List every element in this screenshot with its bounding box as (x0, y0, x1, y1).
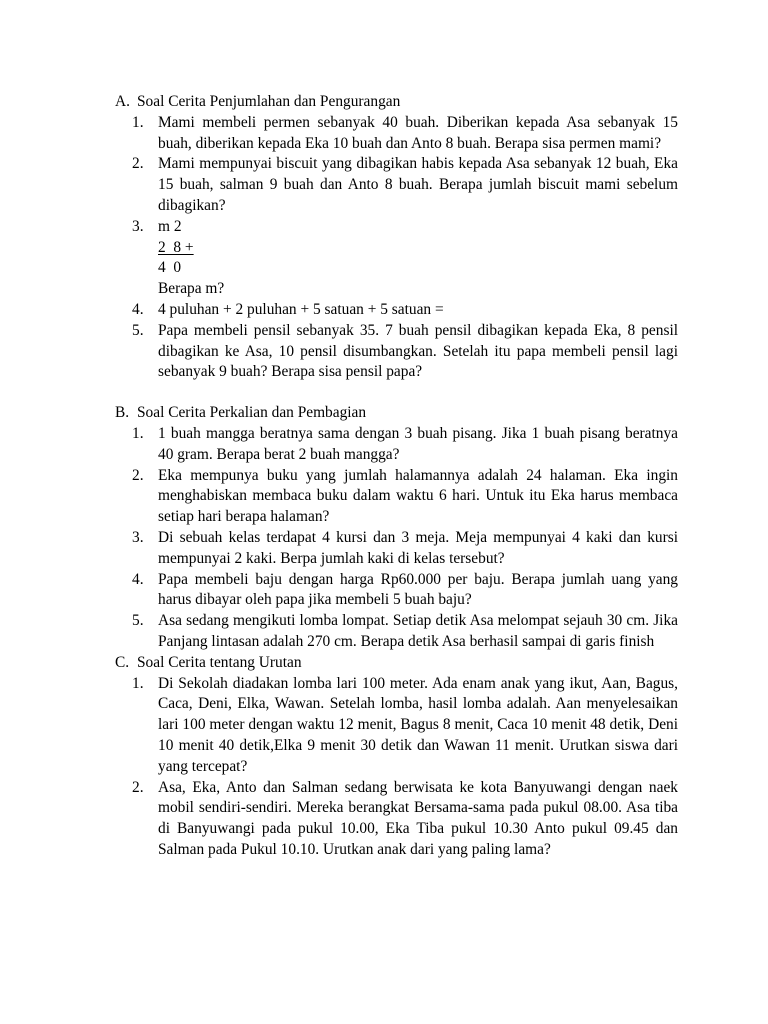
question-item (115, 424, 678, 466)
section-title: Soal Cerita tentang Urutan (137, 653, 302, 671)
section-c (115, 653, 678, 861)
question-item (115, 528, 678, 570)
question-number: 2. (132, 778, 144, 796)
question-text: Mami mempunyai biscuit yang dibagikan habis kepada Asa sebanyak 12 buah, Eka 15 buah, salman 9 buah dan Anto 8 buah. Berapa jumlah biscuit mami sebelum dibagikan? (158, 155, 678, 214)
question-text: Di Sekolah diadakan lomba lari 100 meter. Ada enam anak yang ikut, Aan, Bagus, Caca, Deni, Elka, Wawan. Setelah lomba, hasil lomba adalah. Aan menyelesaikan lari 100 meter dengan waktu 12 menit, Bagus 8 menit, Caca 10 menit 48 detik, Deni 10 menit 40 detik,Elka 9 menit 30 detik dan Wawan 11 menit. Urutkan siswa dari yang tercepat? (158, 674, 678, 775)
section-letter: B. (115, 404, 130, 422)
question-item (115, 570, 678, 612)
question-item (115, 778, 678, 861)
question-item (115, 466, 678, 528)
question-number: 5. (132, 612, 144, 630)
question-number: 2. (132, 155, 144, 173)
question-item (115, 300, 678, 321)
question-item (115, 321, 678, 383)
question-text: Papa membeli baju dengan harga Rp60.000 per baju. Berapa jumlah uang yang harus dibayar oleh papa jika membeli 5 buah baju? (158, 570, 678, 609)
question-text: 4 puluhan + 2 puluhan + 5 satuan + 5 satuan = (158, 300, 444, 318)
section-b (115, 403, 678, 653)
question-text: Berapa m? (158, 280, 225, 298)
question-text: 1 buah mangga beratnya sama dengan 3 buah pisang. Jika 1 buah pisang beratnya 40 gram. Berapa berat 2 buah mangga? (158, 424, 678, 463)
section-spacer (115, 383, 678, 403)
question-number: 1. (132, 674, 144, 692)
question-number: 1. (132, 113, 144, 131)
addition-row-1: m 2 (158, 217, 182, 235)
addition-result: 4 0 (158, 259, 182, 277)
question-text: Eka mempunya buku yang jumlah halamannya adalah 24 halaman. Eka ingin menghabiskan membaca buku dalam waktu 6 hari. Untuk itu Eka harus membaca setiap hari berapa halaman? (158, 466, 678, 526)
question-text: Mami membeli permen sebanyak 40 buah. Diberikan kepada Asa sebanyak 15 buah, diberikan kepada Eka 10 buah dan Anto 8 buah. Berapa sisa permen mami? (158, 113, 678, 152)
question-item (115, 674, 678, 778)
worksheet (115, 92, 678, 861)
question-text: Asa, Eka, Anto dan Salman sedang berwisata ke kota Banyuwangi dengan naek mobil sendiri-sendiri. Mereka berangkat Bersama-sama pada pukul 08.00. Asa tiba di Banyuwangi pada pukul 10.00, Eka Tiba pukul 10.30 Anto pukul 09.45 dan Salman pada Pukul 10.10. Urutkan anak dari yang paling lama? (158, 778, 678, 858)
question-number: 2. (132, 466, 144, 484)
question-item (115, 154, 678, 216)
question-number: 5. (132, 321, 144, 339)
question-number: 3. (132, 217, 144, 235)
section-letter: A. (115, 93, 130, 110)
addition-row-2 (158, 238, 678, 259)
addition-addend: 2 8 + (158, 238, 194, 256)
section-title: Soal Cerita Penjumlahan dan Pengurangan (137, 93, 401, 110)
section-a (115, 92, 678, 383)
question-list (115, 424, 678, 653)
section-letter: C. (115, 653, 130, 671)
question-number: 1. (132, 424, 144, 442)
question-number: 4. (132, 570, 144, 588)
question-item (115, 217, 678, 300)
question-item (115, 113, 678, 155)
question-list (115, 674, 678, 861)
question-number: 3. (132, 528, 144, 546)
section-title: Soal Cerita Perkalian dan Pembagian (137, 404, 367, 422)
question-list (115, 113, 678, 383)
question-text: Di sebuah kelas terdapat 4 kursi dan 3 meja. Meja mempunyai 4 kaki dan kursi mempunyai 2 kaki. Berpa jumlah kaki di kelas tersebut? (158, 528, 678, 567)
question-text: Papa membeli pensil sebanyak 35. 7 buah pensil dibagikan kepada Eka, 8 pensil dibagikan ke Asa, 10 pensil disumbangkan. Setelah itu papa membeli pensil lagi sebanyak 9 buah? Berapa sisa pensil papa? (158, 321, 678, 381)
question-text: Asa sedang mengikuti lomba lompat. Setiap detik Asa melompat sejauh 30 cm. Jika Panjang lintasan adalah 270 cm. Berapa detik Asa berhasil sampai di garis finish (158, 612, 678, 650)
question-item (115, 611, 678, 653)
question-number: 4. (132, 300, 144, 318)
